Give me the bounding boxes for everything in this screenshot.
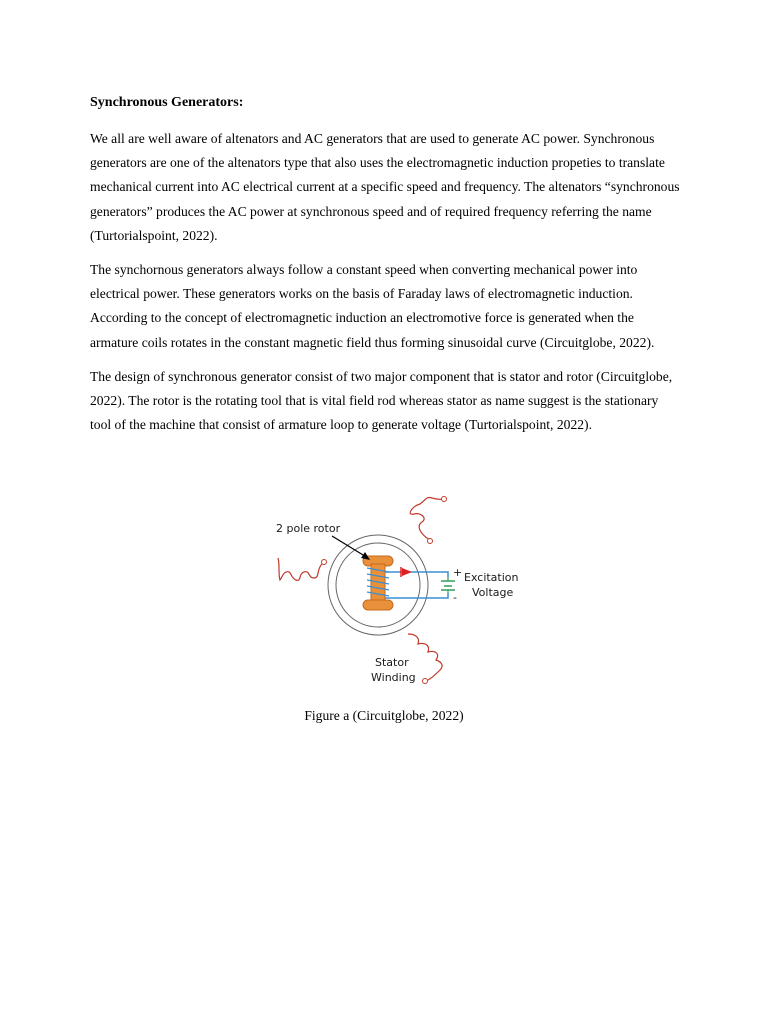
rotor-pole-bottom bbox=[363, 600, 393, 610]
generator-diagram bbox=[270, 488, 520, 688]
excitation-wire-bottom bbox=[385, 593, 448, 598]
label-voltage: Voltage bbox=[472, 586, 514, 599]
excitation-wire-top bbox=[385, 572, 448, 577]
stator-winding-top bbox=[410, 497, 443, 540]
stator-terminal bbox=[428, 539, 433, 544]
rotor-pointer-arrow bbox=[332, 536, 368, 558]
label-minus: - bbox=[453, 591, 457, 604]
stator-terminal bbox=[442, 497, 447, 502]
stator-terminal bbox=[322, 560, 327, 565]
label-plus: + bbox=[453, 566, 463, 579]
stator-terminal bbox=[423, 679, 428, 684]
diode-icon bbox=[402, 568, 412, 576]
section-heading: Synchronous Generators: bbox=[90, 95, 244, 110]
stator-winding-left bbox=[278, 558, 322, 580]
paragraph-2: The synchornous generators always follow a constant speed when converting mechanical power into electrical power. These generators works on the basis of Faraday laws of electromagnetic induction. According to the concept of electromagnetic induction an electromotive force is generated when the armature coils rotates in the constant magnetic field thus forming sinusoidal curve (Circuitglobe, 2022). bbox=[90, 262, 655, 350]
generator-diagram-svg bbox=[270, 488, 520, 688]
paragraph-3: The design of synchronous generator consist of two major component that is stator and rotor (Circuitglobe, 2022). The rotor is the rotating tool that is vital field rod whereas stator as name suggest is the stationary tool of the machine that consist of armature loop to generate voltage (Turtorialspoint, 2022). bbox=[90, 368, 673, 433]
document-body bbox=[90, 93, 682, 447]
label-rotor: 2 pole rotor bbox=[276, 522, 341, 535]
label-excitation: Excitation bbox=[464, 571, 519, 584]
paragraph-1: We all are well aware of altenators and AC generators that are used to generate AC power. Synchronous generators are one of the altenators type that also uses the electromagnetic induction propeties to translate mechanical current into AC electrical current at a specific speed and frequency. The altenators “synchronous generators” produces the AC power at synchronous speed and of required frequency referring the name (Turtorialspoint, 2022). bbox=[90, 131, 680, 243]
label-stator: Stator bbox=[375, 656, 409, 669]
label-winding: Winding bbox=[371, 671, 416, 684]
figure-caption: Figure a (Circuitglobe, 2022) bbox=[304, 708, 464, 723]
